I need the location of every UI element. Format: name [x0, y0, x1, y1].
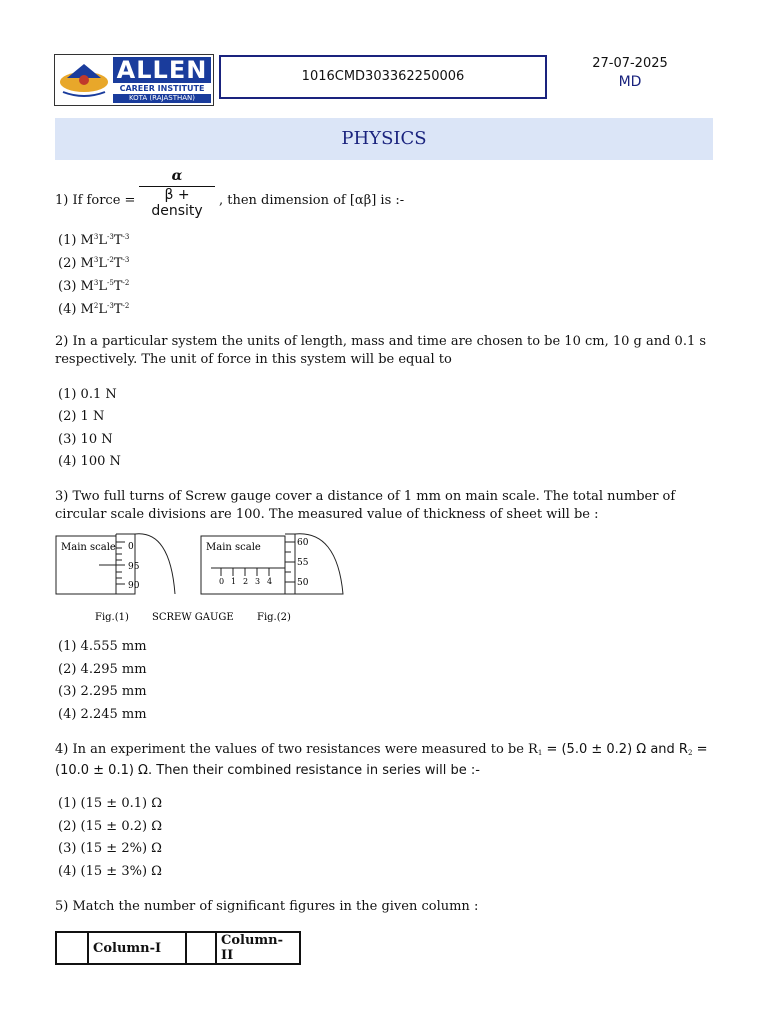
fig2-main-tick-0: 0: [219, 577, 225, 586]
q4-sub2: 2: [687, 749, 693, 757]
exp: -2: [122, 302, 130, 310]
exp: -2: [122, 279, 130, 287]
exp: -5: [106, 279, 114, 287]
q2-option-2[interactable]: (2) 1 N: [58, 409, 105, 424]
emblem-icon: [57, 58, 111, 102]
logo-city: KOTA (RAJASTHAN): [113, 94, 211, 103]
q5-text: 5) Match the number of significant figures in the given column :: [55, 899, 479, 914]
force-fraction: [137, 168, 217, 219]
subject-title: PHYSICS: [341, 128, 427, 149]
screw-gauge-figure: [55, 532, 345, 626]
q2-option-3[interactable]: (3) 10 N: [58, 432, 113, 447]
subject-banner: [55, 118, 713, 160]
stream-label: MD: [618, 74, 642, 90]
allen-logo: [54, 54, 214, 106]
exp: 3: [93, 279, 99, 287]
exp: 2: [93, 302, 99, 310]
fraction-denominator: β + density: [151, 187, 203, 219]
q1-option-2[interactable]: [58, 251, 129, 273]
fig2-main-tick-1: 1: [231, 577, 237, 586]
option-text: L: [98, 302, 107, 317]
fig2-tick-50: 50: [297, 578, 309, 588]
q3-text: 3) Two full turns of Screw gauge cover a distance of 1 mm on main scale. The total number of circular scale divisions are 100. The measured value of thickness of sheet will be :: [55, 489, 676, 522]
q4-text: [55, 741, 715, 780]
option-text: L: [98, 233, 107, 248]
q2-text: 2) In a particular system the units of length, mass and time are chosen to be 10 cm, 10 g and 0.1 s respectively. The unit of force in this system will be equal to: [55, 334, 707, 367]
option-text: T: [113, 279, 123, 294]
exp: 3: [93, 256, 99, 264]
exp: -3: [106, 233, 114, 241]
option-text: L: [98, 279, 107, 294]
option-text: L: [98, 256, 107, 271]
column-2-header: Column-II: [216, 932, 300, 964]
q3-option-3[interactable]: (3) 2.295 mm: [58, 684, 147, 699]
exam-date: 27-07-2025: [592, 56, 668, 71]
q2-option-1[interactable]: (1) 0.1 N: [58, 387, 117, 402]
table-row: [56, 932, 300, 964]
q4-text-c: = (10.0 ± 0.1) Ω. Then their combined resistance in series will be :-: [55, 742, 708, 778]
option-text: (3) M: [58, 279, 94, 294]
option-text: T: [113, 302, 123, 317]
option-text: (2) M: [58, 256, 94, 271]
fig2-main-tick-2: 2: [243, 577, 249, 586]
q4-option-3[interactable]: (3) (15 ± 2%) Ω: [58, 841, 162, 856]
option-text: T: [113, 233, 123, 248]
fig1-tick-0: 0: [128, 542, 134, 552]
fig2-main-scale-label: Main scale: [206, 542, 261, 553]
paper-code: 1016CMD303362250006: [219, 55, 547, 99]
match-table: [55, 931, 301, 965]
exp: -3: [106, 302, 114, 310]
table-cell-empty: [186, 932, 216, 964]
q1-suffix: , then dimension of [αβ] is :-: [219, 193, 405, 208]
fraction-numerator: α: [171, 168, 183, 184]
exp: -3: [122, 233, 130, 241]
q4-option-1[interactable]: (1) (15 ± 0.1) Ω: [58, 796, 162, 811]
q1-option-3[interactable]: [58, 274, 129, 296]
q3-option-4[interactable]: (4) 2.245 mm: [58, 707, 147, 722]
option-text: (1) M: [58, 233, 94, 248]
exp: 3: [93, 233, 99, 241]
fig1-tick-90: 90: [128, 581, 140, 591]
q2-option-4[interactable]: (4) 100 N: [58, 454, 121, 469]
fig2-tick-55: 55: [297, 558, 309, 568]
fig1-main-scale-label: Main scale: [61, 542, 116, 553]
fig2-main-tick-4: 4: [267, 577, 273, 586]
q4-option-2[interactable]: (2) (15 ± 0.2) Ω: [58, 819, 162, 834]
screw-gauge-fig1: [56, 534, 175, 594]
figure-caption: SCREW GAUGE: [152, 612, 234, 623]
q1-option-4[interactable]: [58, 297, 129, 319]
fig2-caption: Fig.(2): [257, 612, 291, 623]
fig1-caption: Fig.(1): [95, 612, 129, 623]
fig2-tick-60: 60: [297, 538, 309, 548]
screw-gauge-fig2: [201, 534, 343, 594]
fig1-tick-95: 95: [128, 562, 140, 572]
logo-brand-name: ALLEN: [113, 57, 211, 83]
table-cell-empty: [56, 932, 88, 964]
q4-sub1: 1: [537, 749, 543, 757]
logo-brand: [113, 57, 211, 103]
exp: -2: [106, 256, 114, 264]
option-text: (4) M: [58, 302, 94, 317]
q4-text-a: 4) In an experiment the values of two resistances were measured to be R: [55, 742, 538, 757]
column-1-header: Column-I: [88, 932, 186, 964]
q1-option-1[interactable]: [58, 228, 129, 250]
q4-text-b: = (5.0 ± 0.2) Ω and R: [542, 742, 688, 757]
q3-option-2[interactable]: (2) 4.295 mm: [58, 662, 147, 677]
fig2-main-tick-3: 3: [255, 577, 261, 586]
option-text: T: [113, 256, 123, 271]
q4-option-4[interactable]: (4) (15 ± 3%) Ω: [58, 864, 162, 879]
logo-subtitle: CAREER INSTITUTE: [113, 84, 211, 93]
q1-prefix: 1) If force =: [55, 193, 136, 208]
exp: -3: [122, 256, 130, 264]
q3-option-1[interactable]: (1) 4.555 mm: [58, 639, 147, 654]
